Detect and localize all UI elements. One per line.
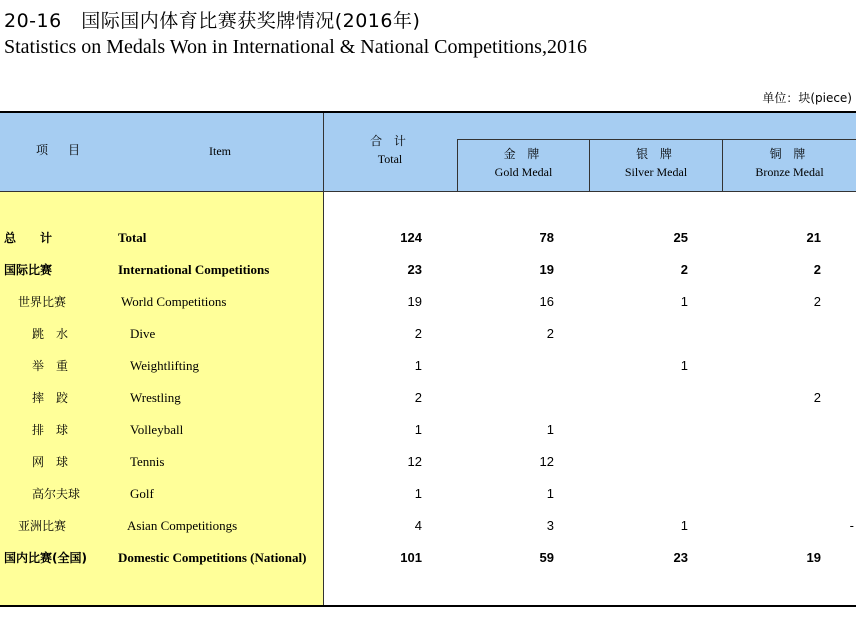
cell-bronze xyxy=(735,318,821,350)
cell-bronze xyxy=(735,350,821,382)
row-label-en: Wrestling xyxy=(130,390,181,405)
row-label-cn: 排 球 xyxy=(32,423,69,437)
row-label-en: Volleyball xyxy=(130,422,184,437)
row-label-cn: 摔 跤 xyxy=(32,391,69,405)
cell-gold: 16 xyxy=(539,294,554,309)
cell-silver: 25 xyxy=(673,230,688,245)
cell-silver: 1 xyxy=(680,294,688,309)
table-row-wrestling xyxy=(0,382,856,414)
header-gold-en: Gold Medal xyxy=(494,165,553,179)
cell-bronze xyxy=(735,478,821,510)
header-gold-cn: 金 牌 xyxy=(503,147,544,161)
table-row-world xyxy=(0,286,856,318)
row-label-en: International Competitions xyxy=(118,262,270,277)
row-label-en: Weightlifting xyxy=(130,358,199,373)
cell-total: 101 xyxy=(400,550,422,565)
header-bronze-en: Bronze Medal xyxy=(755,165,824,179)
cell-total: 19 xyxy=(407,294,422,309)
row-label-cn: 亚洲比赛 xyxy=(18,519,67,533)
row-label-cn: 举 重 xyxy=(32,359,69,373)
header-bronze-cn: 铜 牌 xyxy=(769,147,810,161)
row-label-cn: 国际比赛 xyxy=(4,263,53,277)
table-row-total xyxy=(0,222,856,254)
header-silver-cn: 银 牌 xyxy=(636,147,676,161)
cell-silver xyxy=(600,478,688,510)
row-label-en: Total xyxy=(118,230,147,245)
row-label-cn: 总 计 xyxy=(4,231,53,245)
cell-bronze: 2 xyxy=(813,390,821,405)
bottom-rule xyxy=(0,605,856,607)
table-row-weightlifting xyxy=(0,350,856,382)
header-silver-en: Silver Medal xyxy=(624,165,688,179)
cell-bronze: 19 xyxy=(806,550,821,565)
row-label-en: World Competitions xyxy=(121,294,227,309)
cell-silver xyxy=(600,446,688,478)
cell-total: 4 xyxy=(414,518,422,533)
row-label-en: Tennis xyxy=(130,454,165,469)
cell-gold xyxy=(470,350,554,382)
header-item-en: Item xyxy=(209,144,231,158)
cell-total: 12 xyxy=(407,454,422,469)
row-label-en: Domestic Competitions (National) xyxy=(118,550,307,565)
header-subline xyxy=(457,139,856,140)
table-row-asian xyxy=(0,510,856,542)
header-item-cn: 项 目 xyxy=(35,143,84,157)
cell-total: 2 xyxy=(414,390,422,405)
cell-total: 23 xyxy=(407,262,422,277)
header-total-en: Total xyxy=(377,152,403,166)
table-row-volleyball xyxy=(0,414,856,446)
cell-silver: 2 xyxy=(680,262,688,277)
cell-gold: 1 xyxy=(546,422,554,437)
header-divider xyxy=(0,191,856,192)
cell-silver: 23 xyxy=(673,550,688,565)
cell-silver: 1 xyxy=(680,518,688,533)
table-row-dive xyxy=(0,318,856,350)
cell-gold: 1 xyxy=(546,486,554,501)
cell-bronze: 2 xyxy=(813,294,821,309)
cell-bronze xyxy=(735,446,821,478)
row-label-cn: 跳 水 xyxy=(32,327,69,341)
cell-gold: 59 xyxy=(539,550,554,565)
cell-total: 1 xyxy=(414,422,422,437)
cell-gold: 2 xyxy=(546,326,554,341)
row-label-en: Asian Competitiongs xyxy=(127,518,238,533)
top-rule xyxy=(0,111,856,113)
table-row-golf xyxy=(0,478,856,510)
cell-total: 124 xyxy=(400,230,422,245)
row-label-cn: 国内比赛(全国) xyxy=(4,551,87,565)
medal-table xyxy=(0,111,856,607)
cell-gold: 19 xyxy=(539,262,554,277)
cell-bronze: 21 xyxy=(806,230,821,245)
cell-total: 1 xyxy=(414,358,422,373)
row-label-en: Golf xyxy=(130,486,154,501)
cell-silver xyxy=(600,382,688,414)
page-title-en: Statistics on Medals Won in International & National Competitions,2016 xyxy=(4,36,587,58)
cell-bronze: - xyxy=(849,518,854,533)
unit-label: 单位：块(piece) xyxy=(762,91,852,105)
cell-gold xyxy=(470,382,554,414)
row-label-en: Dive xyxy=(130,326,156,341)
cell-silver: 1 xyxy=(680,358,688,373)
header-total-cn: 合 计 xyxy=(370,134,410,148)
row-label-cn: 高尔夫球 xyxy=(32,487,81,501)
cell-total: 2 xyxy=(414,326,422,341)
cell-gold: 78 xyxy=(539,230,554,245)
cell-gold: 3 xyxy=(546,518,554,533)
cell-silver xyxy=(600,318,688,350)
cell-total: 1 xyxy=(414,486,422,501)
table-row-international xyxy=(0,254,856,286)
cell-bronze: 2 xyxy=(813,262,821,277)
row-label-cn: 网 球 xyxy=(32,455,69,469)
row-label-cn: 世界比赛 xyxy=(18,295,67,309)
cell-bronze xyxy=(735,414,821,446)
table-row-tennis xyxy=(0,446,856,478)
cell-silver xyxy=(600,414,688,446)
cell-gold: 12 xyxy=(539,454,554,469)
table-row-domestic xyxy=(0,542,856,574)
page-title-cn: 20-16 国际国内体育比赛获奖牌情况(2016年) xyxy=(4,10,421,32)
